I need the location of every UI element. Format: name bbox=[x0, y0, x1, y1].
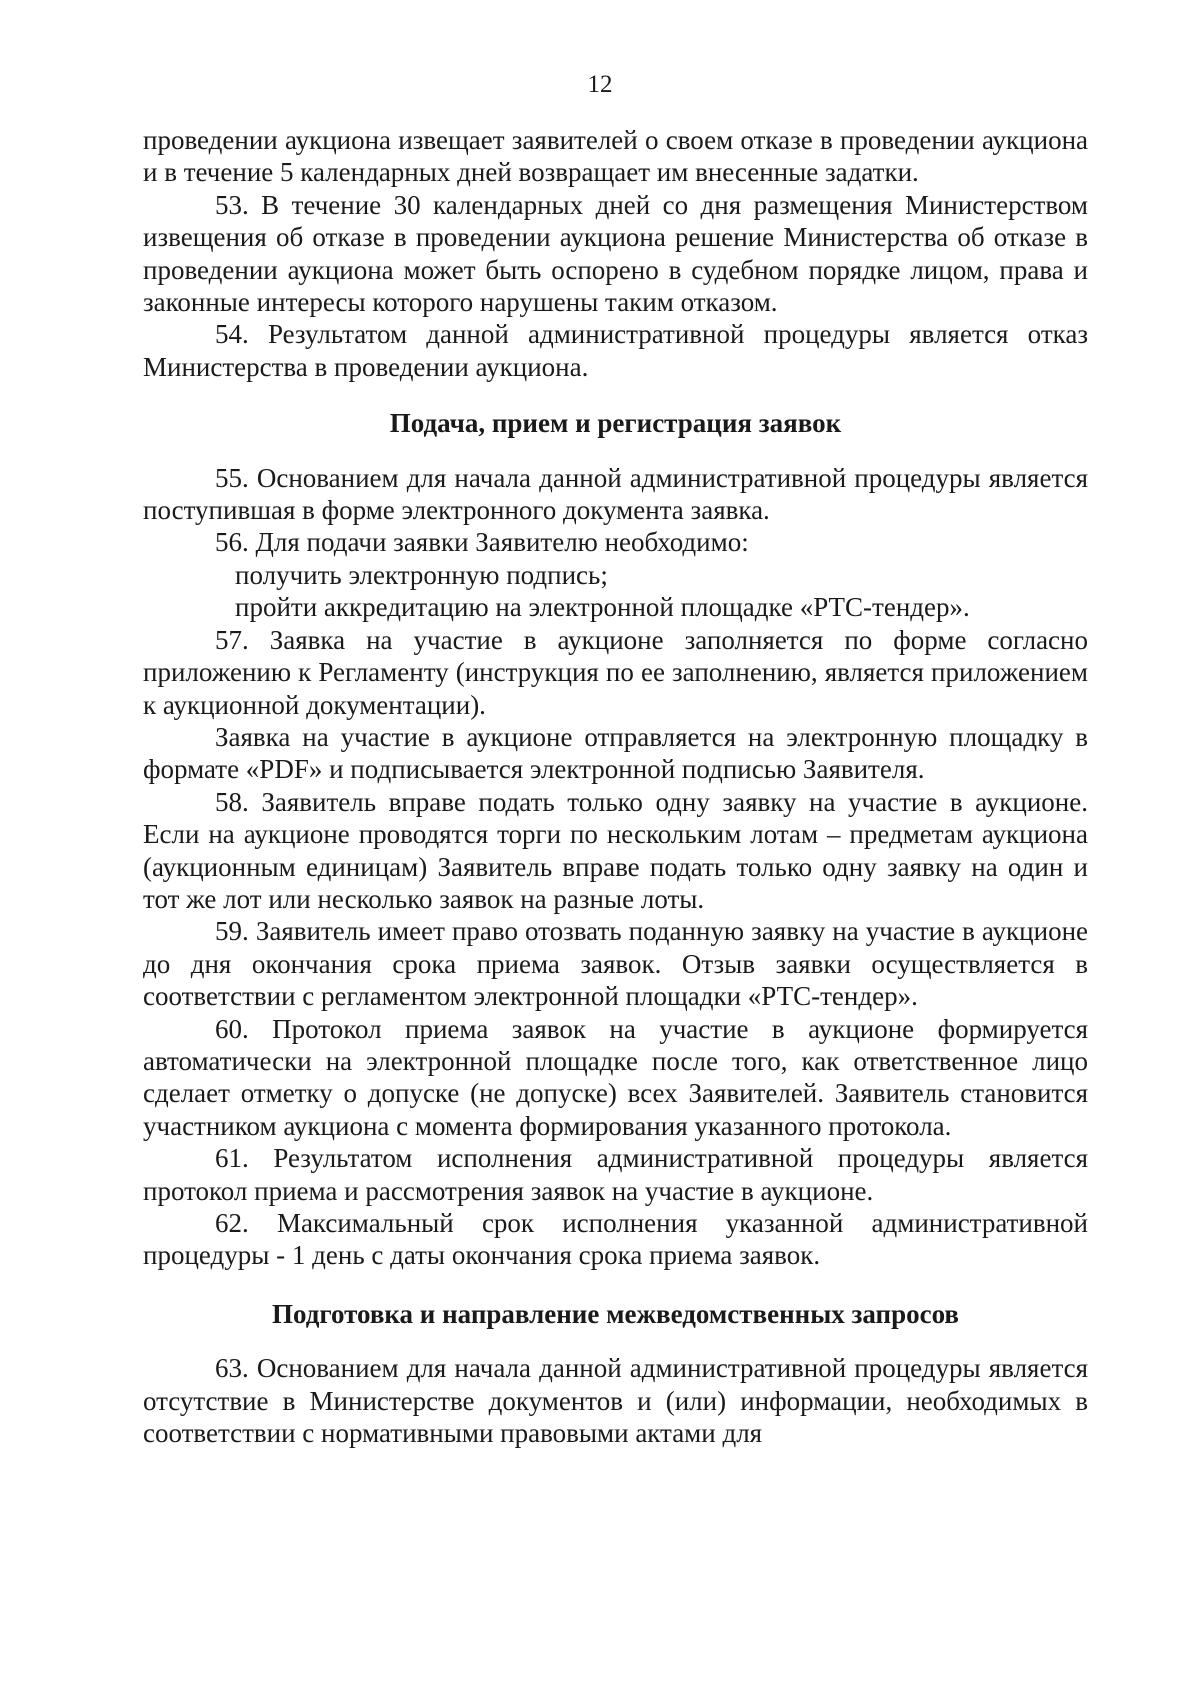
paragraph-58: 58. Заявитель вправе подать только одну заявку на участие в аукционе. Если на аукционе проводятся торги по нескольким лотам – предметам аукциона (аукционным единицам) Заявитель вправе подать только одну заявку на один и тот же лот или несколько заявок на разные лоты. bbox=[143, 786, 1088, 914]
list-item: получить электронную подпись; bbox=[235, 559, 608, 590]
paragraph-54: 54. Результатом данной административной процедуры является отказ Министерства в проведении аукциона. bbox=[143, 319, 1088, 382]
section-heading-interagency-requests: Подготовка и направление межведомственных запросов bbox=[271, 1298, 960, 1329]
paragraph-59: 59. Заявитель имеет право отозвать поданную заявку на участие в аукционе до дня окончания срока приема заявок. Отзыв заявки осуществляется в соответствии с регламентом электронной площадки «РТС-тендер». bbox=[143, 916, 1088, 1012]
paragraph-62: 62. Максимальный срок исполнения указанной административной процедуры - 1 день с даты окончания срока приема заявок. bbox=[143, 1208, 1088, 1271]
paragraph-continued: проведении аукциона извещает заявителей о своем отказе в проведении аукциона и в течение 5 календарных дней возвращает им внесенные задатки. bbox=[143, 125, 1088, 188]
paragraph-63: 63. Основанием для начала данной административной процедуры является отсутствие в Министерстве документов и (или) информации, необходимых в соответствии с нормативными правовыми актами для bbox=[143, 1353, 1088, 1449]
page-number: 12 bbox=[587, 71, 613, 98]
paragraph-56: 56. Для подачи заявки Заявителю необходимо: bbox=[215, 527, 749, 558]
paragraph-53: 53. В течение 30 календарных дней со дня размещения Министерством извещения об отказе в проведении аукциона решение Министерства об отказе в проведении аукциона может быть оспорено в судебном порядке лицом, права и законные интересы которого нарушены таким отказом. bbox=[143, 189, 1088, 318]
paragraph-60: 60. Протокол приема заявок на участие в аукционе формируется автоматически на электронной площадке после того, как ответственное лицо сделает отметку о допуске (не допуске) всех Заявителей. Заявитель становится участником аукциона с момента формирования указанного протокола. bbox=[143, 1013, 1088, 1141]
paragraph-55: 55. Основанием для начала данной административной процедуры является поступившая в форме электронного документа заявка. bbox=[143, 462, 1088, 526]
paragraph-57: 57. Заявка на участие в аукционе заполняется по форме согласно приложению к Регламенту (инструкция по ее заполнению, является приложением к аукционной документации). bbox=[143, 624, 1088, 720]
document-body bbox=[143, 124, 1088, 1449]
paragraph-57-continued: Заявка на участие в аукционе отправляется на электронную площадку в формате «PDF» и подписывается электронной подписью Заявителя. bbox=[143, 721, 1088, 785]
paragraph-61: 61. Результатом исполнения административной процедуры является протокол приема и рассмотрения заявок на участие в аукционе. bbox=[143, 1143, 1088, 1206]
list-item: пройти аккредитацию на электронной площадке «РТС-тендер». bbox=[235, 592, 970, 623]
section-heading-applications: Подача, прием и регистрация заявок bbox=[389, 408, 842, 439]
